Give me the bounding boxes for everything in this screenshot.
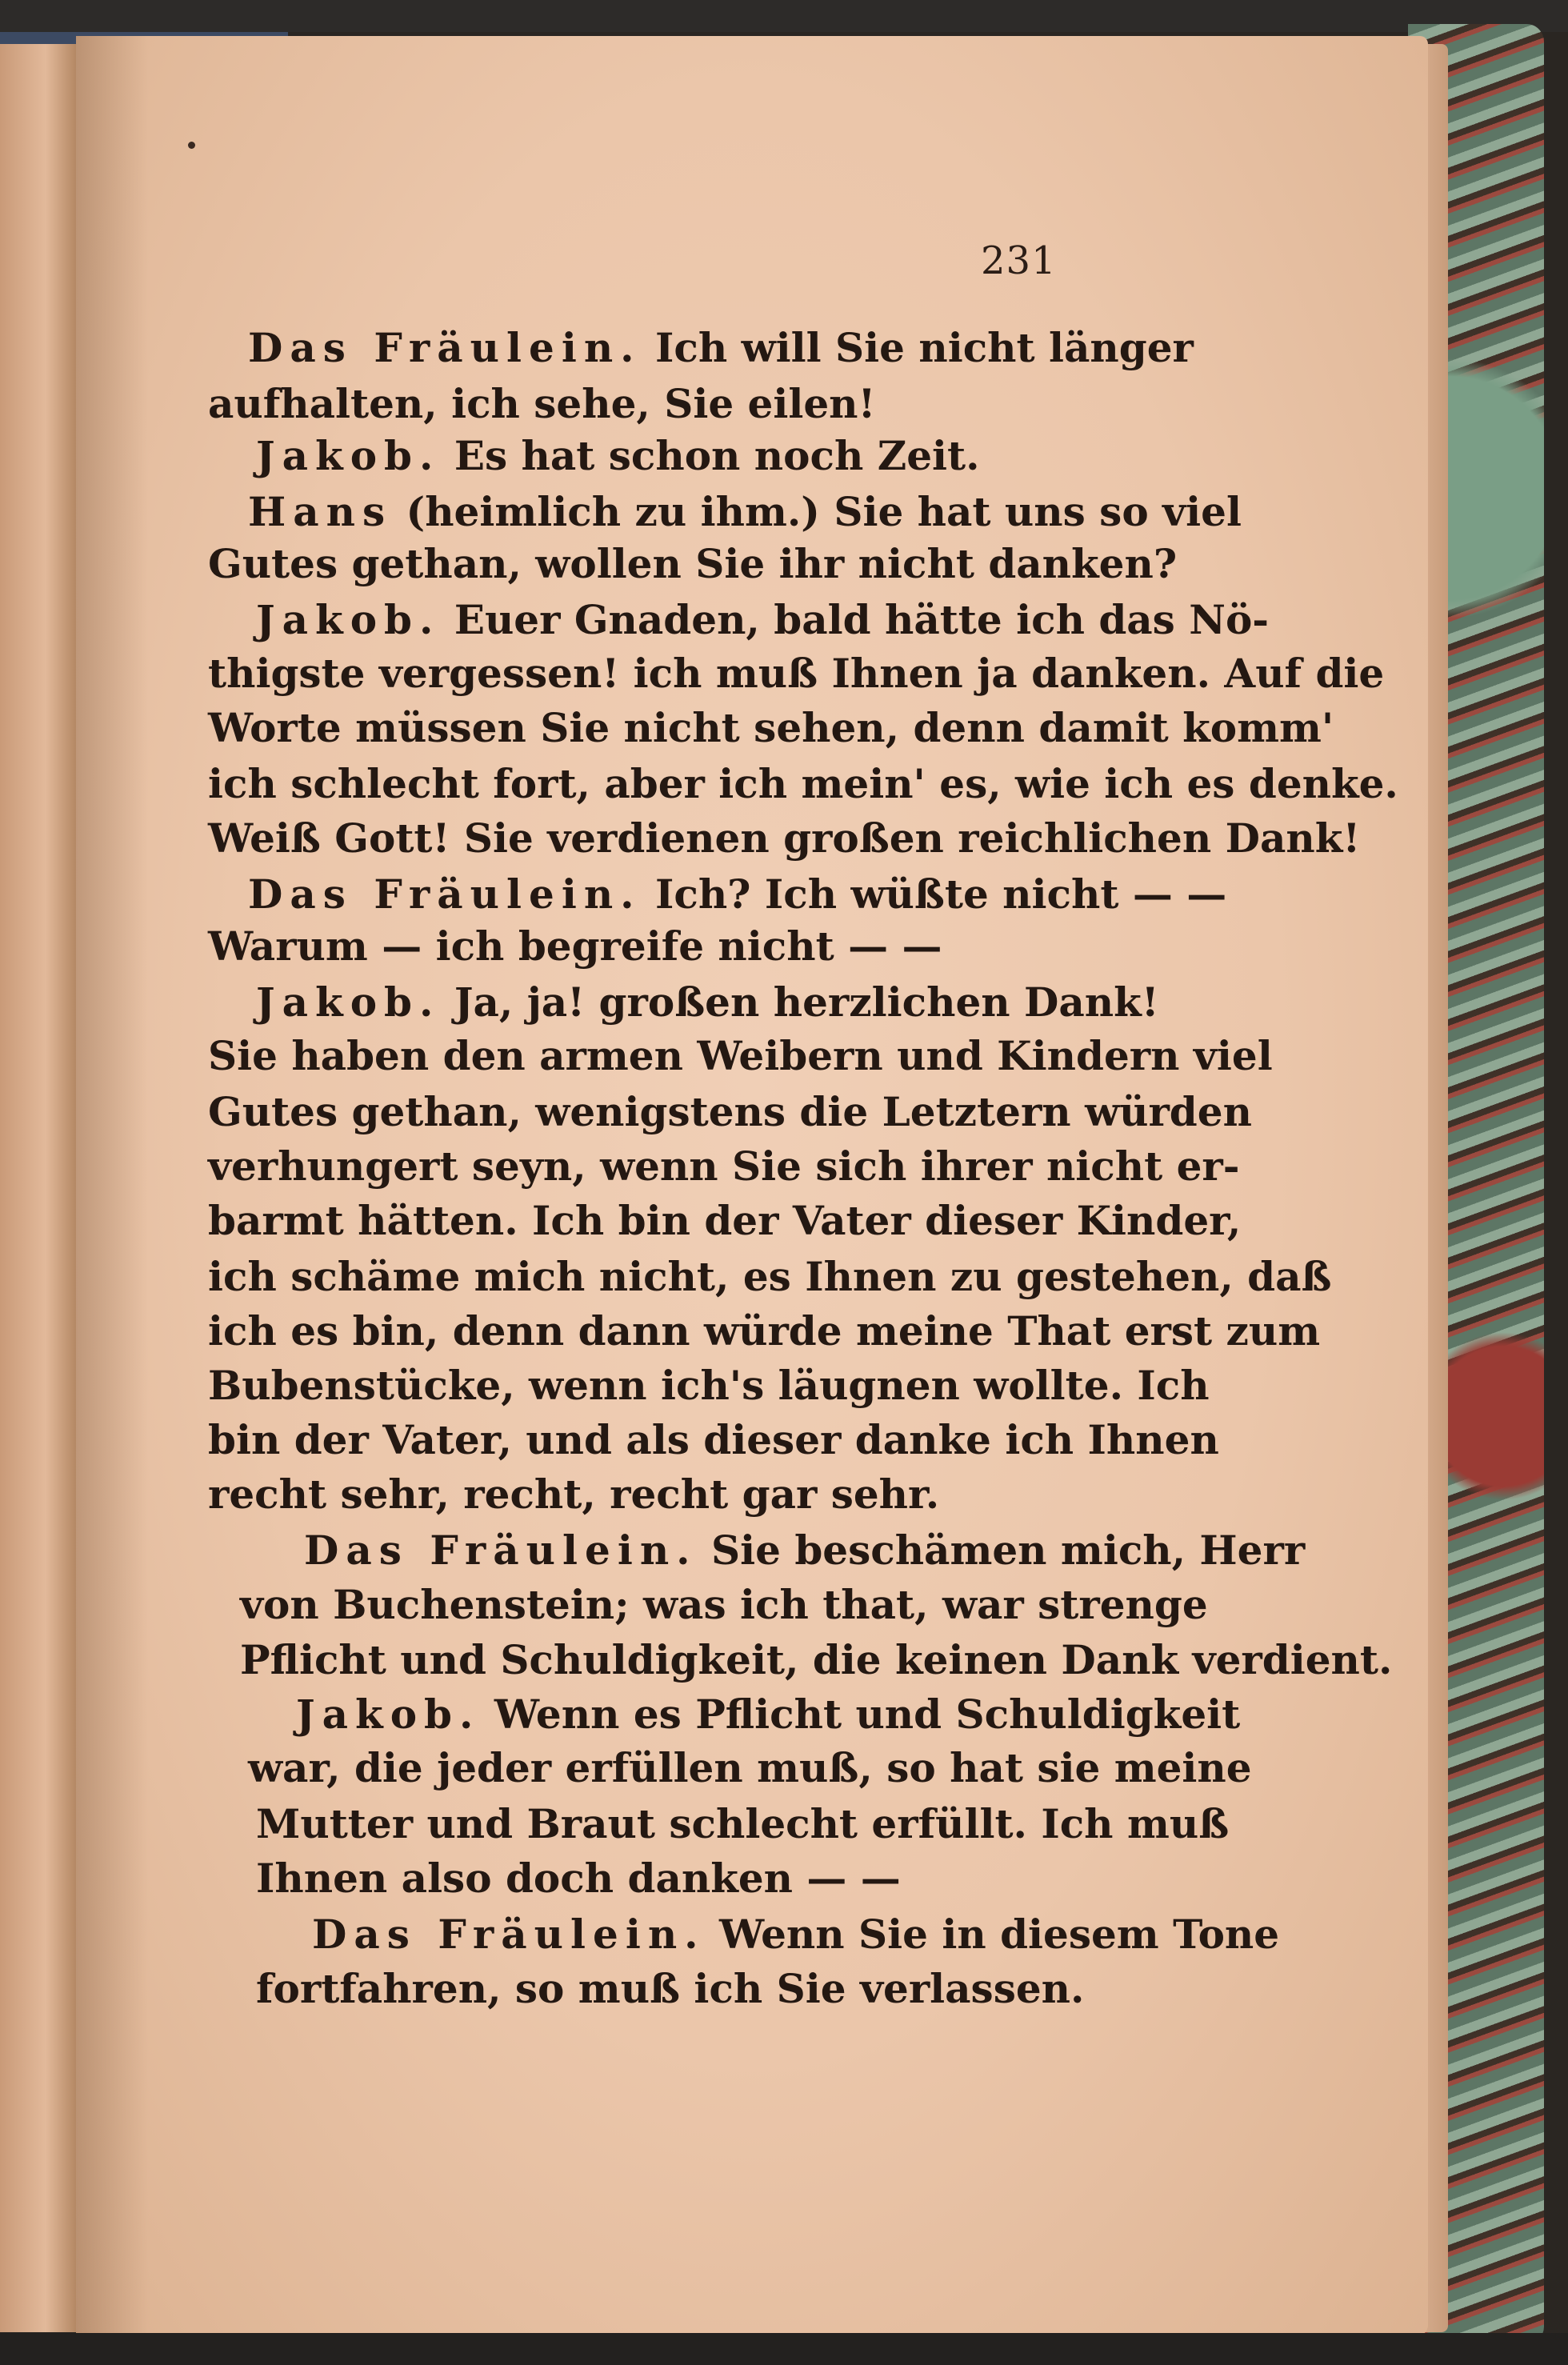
line-text: Wenn es Pflicht und Schuldigkeit <box>480 1691 1241 1738</box>
line-text: ich schlecht fort, aber ich mein' es, wie ich es denke. <box>208 760 1398 807</box>
line-text: aufhalten, ich sehe, Sie eilen! <box>208 380 876 427</box>
text-line <box>256 1800 1229 1848</box>
ink-spot <box>188 142 195 149</box>
text-line <box>248 1744 1252 1792</box>
text-line <box>208 1362 1210 1410</box>
speaker-name: Jakob. <box>256 596 441 643</box>
bottom-shadow <box>0 2333 1568 2365</box>
speaker-name: Das Fräulein. <box>248 870 642 918</box>
top-dark-strip <box>0 0 1568 32</box>
line-text: Pflicht und Schuldigkeit, die keinen Dank verdient. <box>240 1636 1393 1683</box>
text-line <box>240 1581 1208 1629</box>
text-line <box>208 1032 1273 1080</box>
speaker-name: Hans <box>248 488 393 535</box>
line-text: Warum — ich begreife nicht — — <box>208 922 942 970</box>
line-text: war, die jeder erfüllen muß, so hat sie meine <box>248 1744 1252 1791</box>
text-line <box>208 704 1334 752</box>
line-text: Worte müssen Sie nicht sehen, denn damit komm' <box>208 704 1334 751</box>
text-line <box>240 1636 1392 1684</box>
text-line <box>208 814 1360 862</box>
page-number: 231 <box>981 238 1057 283</box>
line-text: barmt hätten. Ich bin der Vater dieser Kinder, <box>208 1197 1242 1244</box>
line-text: Gutes gethan, wollen Sie ihr nicht danken? <box>208 540 1178 587</box>
text-line <box>208 1471 939 1519</box>
line-text: bin der Vater, und als dieser danke ich Ihnen <box>208 1416 1219 1463</box>
text-line <box>248 870 1226 918</box>
text-line <box>256 432 980 480</box>
line-text: Ich will Sie nicht länger <box>641 324 1194 371</box>
text-line <box>256 596 1269 644</box>
line-text: Euer Gnaden, bald hätte ich das Nö- <box>440 596 1270 643</box>
line-text: ich es bin, denn dann würde meine That erst zum <box>208 1307 1321 1355</box>
line-text: Gutes gethan, wenigstens die Letztern würden <box>208 1088 1252 1135</box>
line-text: Sie haben den armen Weibern und Kindern viel <box>208 1032 1273 1079</box>
line-text: Ihnen also doch danken — — <box>256 1855 901 1902</box>
text-line <box>208 1197 1241 1245</box>
speaker-name: Jakob. <box>296 1691 481 1738</box>
line-text: Weiß Gott! Sie verdienen großen reichlichen Dank! <box>208 814 1361 862</box>
text-line <box>256 1965 1084 2013</box>
text-line <box>208 380 875 428</box>
text-line <box>208 540 1177 588</box>
line-text: verhungert seyn, wenn Sie sich ihrer nicht er- <box>208 1142 1240 1190</box>
line-text: Sie beschämen mich, Herr <box>697 1527 1306 1574</box>
text-line <box>256 978 1159 1026</box>
line-text: thigste vergessen! ich muß Ihnen ja danken. Auf die <box>208 650 1385 697</box>
text-line <box>208 760 1398 808</box>
text-line <box>296 1691 1240 1739</box>
line-text: von Buchenstein; was ich that, war strenge <box>240 1581 1208 1628</box>
text-line <box>304 1527 1305 1575</box>
text-line <box>256 1855 901 1903</box>
speaker-name: Das Fräulein. <box>304 1527 698 1574</box>
line-text: Ja, ja! großen herzlichen Dank! <box>440 978 1159 1026</box>
line-text: Wenn Sie in diesem Tone <box>705 1911 1280 1958</box>
line-text: Mutter und Braut schlecht erfüllt. Ich muß <box>256 1800 1230 1847</box>
text-line <box>208 1142 1240 1191</box>
text-line <box>208 650 1384 698</box>
text-line <box>312 1911 1279 1959</box>
line-text: Es hat schon noch Zeit. <box>440 432 980 479</box>
line-text: Ich? Ich wüßte nicht — — <box>641 870 1227 918</box>
speaker-name: Das Fräulein. <box>248 324 642 371</box>
line-text: recht sehr, recht, recht gar sehr. <box>208 1471 940 1518</box>
text-line <box>208 1416 1219 1464</box>
speaker-name: Jakob. <box>256 978 441 1026</box>
speaker-name: Das Fräulein. <box>312 1911 706 1958</box>
speaker-name: Jakob. <box>256 432 441 479</box>
text-line <box>208 1088 1252 1136</box>
line-text: fortfahren, so muß ich Sie verlassen. <box>256 1965 1085 2012</box>
line-text: Bubenstücke, wenn ich's läugnen wollte. Ich <box>208 1362 1210 1409</box>
line-text: ich schäme mich nicht, es Ihnen zu gestehen, daß <box>208 1253 1332 1300</box>
left-page-edge <box>0 44 76 2332</box>
text-line <box>248 488 1242 536</box>
text-line <box>208 922 942 970</box>
text-line <box>208 1307 1320 1355</box>
line-text: (heimlich zu ihm.) Sie hat uns so viel <box>392 488 1242 535</box>
text-line <box>208 1253 1332 1301</box>
text-line <box>248 324 1194 372</box>
